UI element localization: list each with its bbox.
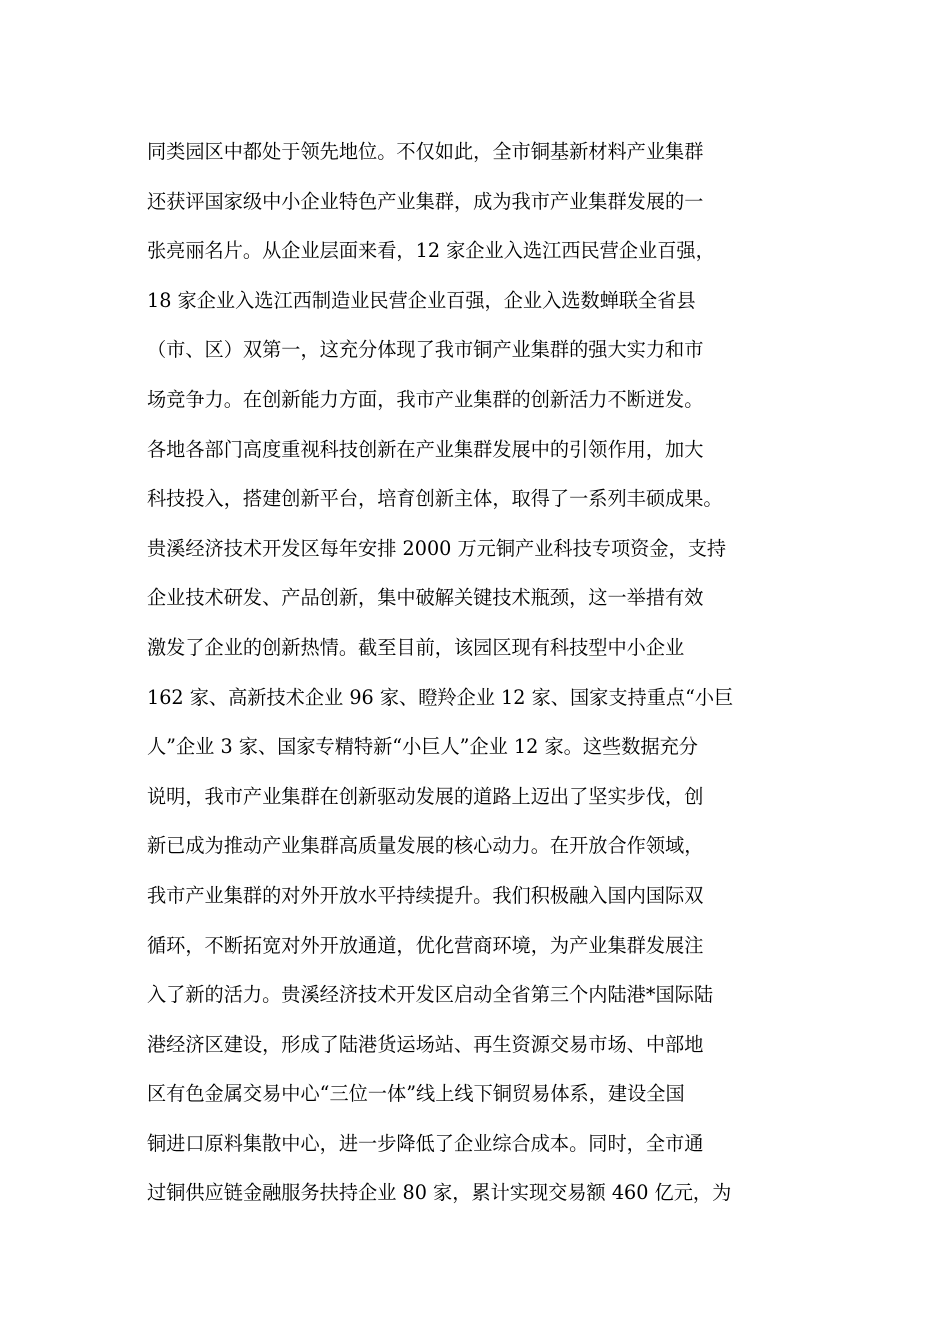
text-line: 还获评国家级中小企业特色产业集群，成为我市产业集群发展的一	[147, 189, 704, 213]
text-line: 同类园区中都处于领先地位。不仅如此，全市铜基新材料产业集群	[147, 140, 704, 163]
text-line: 循环，不断拓宽对外开放通道，优化营商环境，为产业集群发展注	[147, 933, 704, 957]
text-line: 铜进口原料集散中心，进一步降低了企业综合成本。同时，全市通	[147, 1131, 704, 1155]
body-text	[147, 133, 827, 1224]
text-line: 我市产业集群的对外开放水平持续提升。我们积极融入国内国际双	[147, 883, 704, 907]
text-line: 入了新的活力。贵溪经济技术开发区启动全省第三个内陆港*国际陆	[147, 983, 714, 1007]
text-line: 人”企业 3 家、国家专精特新“小巨人”企业 12 家。这些数据充分	[147, 735, 698, 759]
text-line: 新已成为推动产业集群高质量发展的核心动力。在开放合作领域，	[147, 834, 704, 858]
text-line: 过铜供应链金融服务扶持企业 80 家，累计实现交易额 460 亿元，为	[147, 1181, 732, 1205]
text-line: 场竞争力。在创新能力方面，我市产业集群的创新活力不断迸发。	[147, 387, 704, 411]
text-line: 各地各部门高度重视科技创新在产业集群发展中的引领作用，加大	[147, 437, 704, 461]
text-line: 18 家企业入选江西制造业民营企业百强，企业入选数蝉联全省县	[147, 288, 696, 312]
text-line: 科技投入，搭建创新平台，培育创新主体，取得了一系列丰硕成果。	[147, 487, 723, 511]
text-line: 说明，我市产业集群在创新驱动发展的道路上迈出了坚实步伐，创	[147, 784, 704, 808]
text-line: 贵溪经济技术开发区每年安排 2000 万元铜产业科技专项资金，支持	[147, 536, 727, 560]
text-line: 港经济区建设，形成了陆港货运场站、再生资源交易市场、中部地	[147, 1032, 704, 1056]
text-line: 张亮丽名片。从企业层面来看，12 家企业入选江西民营企业百强，	[147, 239, 715, 263]
text-line: （市、区）双第一，这充分体现了我市铜产业集群的强大实力和市	[147, 338, 704, 362]
text-line: 162 家、高新技术企业 96 家、瞪羚企业 12 家、国家支持重点“小巨	[147, 685, 734, 709]
text-line: 区有色金属交易中心“三位一体”线上线下铜贸易体系，建设全国	[147, 1082, 685, 1106]
text-line: 激发了企业的创新热情。截至目前，该园区现有科技型中小企业	[147, 635, 685, 659]
text-line: 企业技术研发、产品创新，集中破解关键技术瓶颈，这一举措有效	[147, 586, 704, 610]
